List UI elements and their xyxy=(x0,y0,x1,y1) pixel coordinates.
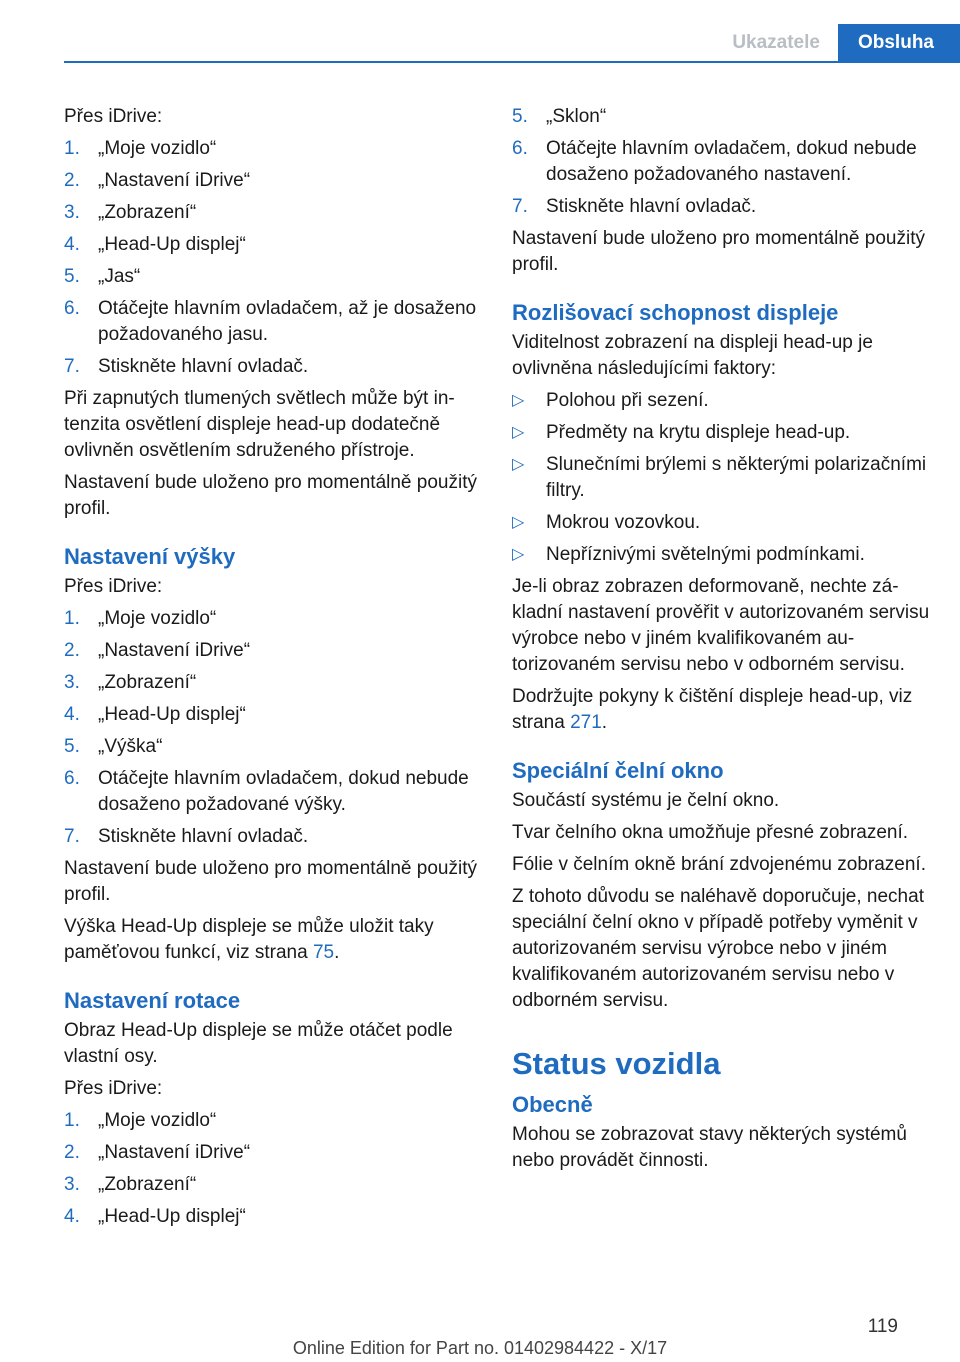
step-text: „Moje vozidlo“ xyxy=(98,1110,217,1131)
triangle-bullet-icon: ▷ xyxy=(512,546,525,563)
step-number: 7. xyxy=(64,356,80,377)
step-item xyxy=(64,766,478,818)
steps-list-height xyxy=(64,606,478,850)
tab-obsluha[interactable]: Obsluha xyxy=(838,24,960,62)
step-number: 2. xyxy=(64,640,80,661)
page-link-75[interactable]: 75 xyxy=(312,942,335,963)
list-item-text: Mokrou vozovkou. xyxy=(546,512,701,533)
step-number: 5. xyxy=(64,736,80,757)
intro-text: Přes iDrive: xyxy=(64,1078,163,1099)
step-item xyxy=(64,200,478,226)
step-number: 5. xyxy=(512,106,528,127)
step-number: 2. xyxy=(64,1142,80,1163)
step-text: „Zobrazení“ xyxy=(98,202,197,223)
paragraph: Nastavení bude uloženo pro momentálně použitý profil. xyxy=(64,858,477,905)
step-number: 1. xyxy=(64,608,80,629)
step-number: 4. xyxy=(64,704,80,725)
paragraph: Nastavení bude uloženo pro momentálně použitý profil. xyxy=(512,228,925,275)
triangle-bullet-icon: ▷ xyxy=(512,456,525,473)
triangle-bullet-icon: ▷ xyxy=(512,424,525,441)
step-number: 2. xyxy=(64,170,80,191)
list-item-text: Slunečními brýlemi s některými polarizačními filtry. xyxy=(546,454,927,501)
step-text: Stiskněte hlavní ovladač. xyxy=(546,196,757,217)
paragraph: Obraz Head-Up displeje se může otáčet podle vlastní osy. xyxy=(64,1020,453,1067)
list-item-text: Polohou při sezení. xyxy=(546,390,709,411)
step-item xyxy=(64,702,478,728)
step-item xyxy=(64,734,478,760)
step-text: „Výška“ xyxy=(98,736,163,757)
list-item-text: Předměty na krytu displeje head-up. xyxy=(546,422,851,443)
step-item xyxy=(64,168,478,194)
paragraph: Výška Head-Up displeje se může uložit taky paměťovou funkcí, viz strana 75. xyxy=(64,916,434,963)
section-heading-height: Nastavení výšky xyxy=(64,544,236,569)
step-text: Otáčejte hlavním ovladačem, dokud nebude dosaženo požadovaného nastavení. xyxy=(546,138,917,185)
chapter-heading-vehicle-status: Status vozidla xyxy=(512,1046,721,1081)
paragraph: Viditelnost zobrazení na displeji head-up je ovlivněna následujícími faktory: xyxy=(512,332,873,379)
step-text: „Jas“ xyxy=(98,266,141,287)
intro-text: Přes iDrive: xyxy=(64,576,163,597)
section-heading-general: Obecně xyxy=(512,1092,593,1117)
step-number: 6. xyxy=(64,768,80,789)
section-heading-special-windshield: Speciální čelní okno xyxy=(512,758,724,783)
paragraph: Mohou se zobrazovat stavy některých systémů nebo provádět činnosti. xyxy=(512,1124,907,1171)
step-number: 7. xyxy=(64,826,80,847)
step-text: Stiskněte hlavní ovladač. xyxy=(98,826,309,847)
paragraph: Při zapnutých tlumených světlech může být intenzita osvětlení displeje head-up dodatečně ovlivněn osvětlením sdruženého přístroje. xyxy=(64,388,455,461)
triangle-bullet-icon: ▷ xyxy=(512,392,525,409)
list-item xyxy=(512,388,932,414)
step-item xyxy=(64,606,478,632)
step-text: Stiskněte hlavní ovladač. xyxy=(98,356,309,377)
list-item-text: Nepříznivými světelnými podmínkami. xyxy=(546,544,865,565)
step-text: „Zobrazení“ xyxy=(98,672,197,693)
paragraph: Tvar čelního okna umožňuje přesné zobrazení. xyxy=(512,822,909,843)
step-text: „Sklon“ xyxy=(546,106,607,127)
tab-ukazatele[interactable]: Ukazatele xyxy=(714,24,838,62)
step-item xyxy=(64,1204,478,1230)
step-text: „Moje vozidlo“ xyxy=(98,608,217,629)
step-text: „Nastavení iDrive“ xyxy=(98,640,251,661)
left-column xyxy=(64,104,478,1236)
step-item xyxy=(64,1172,478,1198)
page-link-271[interactable]: 271 xyxy=(570,712,602,733)
steps-list-brightness xyxy=(64,136,478,380)
step-item xyxy=(64,824,478,850)
step-number: 4. xyxy=(64,234,80,255)
step-item xyxy=(64,136,478,162)
factors-list xyxy=(512,388,932,568)
step-item xyxy=(512,136,932,188)
step-item xyxy=(64,232,478,258)
page-number: 119 xyxy=(867,1316,898,1337)
step-item xyxy=(64,670,478,696)
step-number: 3. xyxy=(64,1174,80,1195)
step-item xyxy=(512,104,932,130)
step-text: „Nastavení iDrive“ xyxy=(98,1142,251,1163)
paragraph: Z tohoto důvodu se naléhavě doporučuje, nechat speciální čelní okno v případě potřeby vyměnit v autorizovaném servisu výrobce nebo v jiném kvalifikovaném autorizovaném servisu nebo v odborném servisu. xyxy=(512,886,924,1011)
step-number: 4. xyxy=(64,1206,80,1227)
step-number: 7. xyxy=(512,196,528,217)
step-item xyxy=(64,296,478,348)
steps-list-rotation xyxy=(64,1108,478,1230)
paragraph: Nastavení bude uloženo pro momentálně použitý profil. xyxy=(64,472,477,519)
paragraph-text: Dodržujte pokyny k čištění displeje head-up, viz strana xyxy=(512,686,913,733)
header-tabs xyxy=(714,24,960,62)
step-text: „Nastavení iDrive“ xyxy=(98,170,251,191)
step-number: 3. xyxy=(64,202,80,223)
step-item xyxy=(64,638,478,664)
paragraph: Součástí systému je čelní okno. xyxy=(512,790,780,811)
paragraph: Je-li obraz zobrazen deformovaně, nechte základní nastavení prověřit v autorizovaném servisu výrobce nebo v jiném kvalifikovaném autorizovaném servisu nebo v odborném servisu. xyxy=(512,576,930,675)
step-item xyxy=(512,194,932,220)
list-item xyxy=(512,510,932,536)
step-text: Otáčejte hlavním ovladačem, až je dosaženo požadovaného jasu. xyxy=(98,298,477,345)
step-number: 1. xyxy=(64,1110,80,1131)
section-heading-resolution: Rozlišovací schopnost displeje xyxy=(512,300,839,325)
step-text: „Head-Up displej“ xyxy=(98,704,246,725)
step-number: 1. xyxy=(64,138,80,159)
step-text: „Zobrazení“ xyxy=(98,1174,197,1195)
paragraph-text: Výška Head-Up displeje se může uložit taky paměťovou funkcí, viz strana xyxy=(64,916,434,963)
step-item xyxy=(64,1108,478,1134)
step-text: „Head-Up displej“ xyxy=(98,234,246,255)
step-text: „Head-Up displej“ xyxy=(98,1206,246,1227)
step-text: Otáčejte hlavním ovladačem, dokud nebude dosaženo požadované výšky. xyxy=(98,768,469,815)
step-number: 6. xyxy=(512,138,528,159)
step-item xyxy=(64,354,478,380)
header-rule xyxy=(64,61,960,63)
list-item xyxy=(512,420,932,446)
step-number: 6. xyxy=(64,298,80,319)
right-column xyxy=(512,104,932,1180)
step-number: 5. xyxy=(64,266,80,287)
footer-edition: Online Edition for Part no. 01402984422 - X/17 xyxy=(292,1338,668,1358)
step-item xyxy=(64,1140,478,1166)
step-number: 3. xyxy=(64,672,80,693)
list-item xyxy=(512,542,932,568)
triangle-bullet-icon: ▷ xyxy=(512,514,525,531)
intro-text: Přes iDrive: xyxy=(64,106,163,127)
step-item xyxy=(64,264,478,290)
list-item xyxy=(512,452,932,504)
step-text: „Moje vozidlo“ xyxy=(98,138,217,159)
paragraph: Fólie v čelním okně brání zdvojenému zobrazení. xyxy=(512,854,926,875)
section-heading-rotation: Nastavení rotace xyxy=(64,988,241,1013)
paragraph: Dodržujte pokyny k čištění displeje head-up, viz strana 271. xyxy=(512,686,913,733)
steps-list-rotation-continued xyxy=(512,104,932,220)
